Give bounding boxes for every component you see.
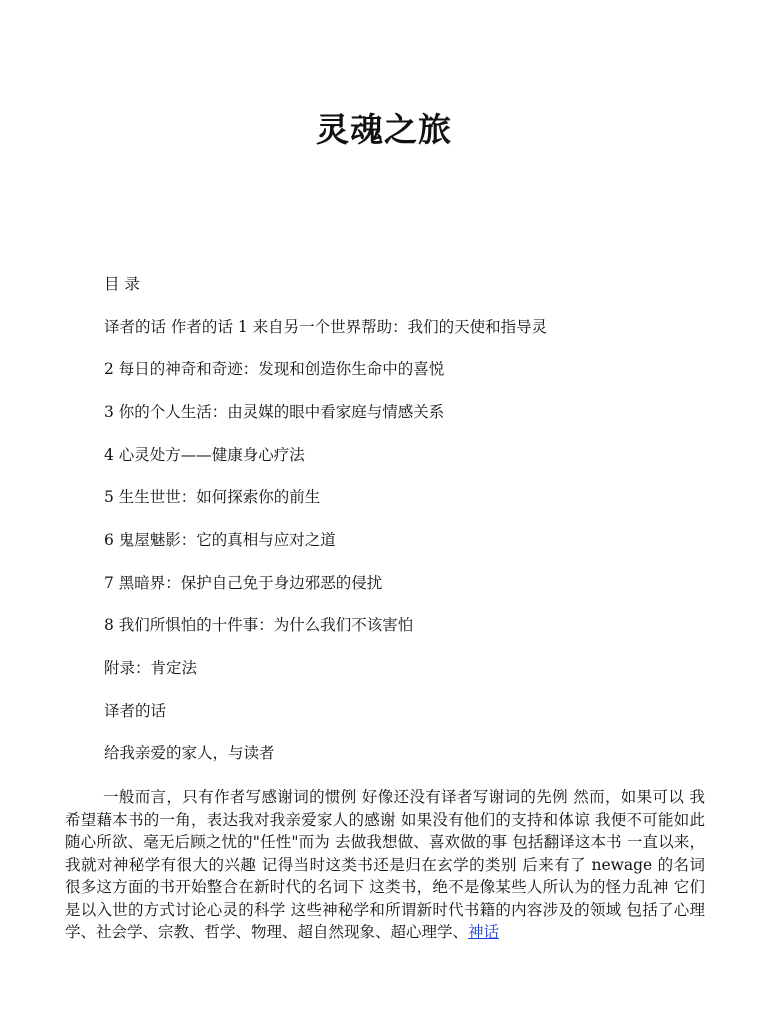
dedication: 给我亲爱的家人，与读者: [104, 744, 275, 762]
body-text: 一般而言，只有作者写感谢词的惯例 好像还没有译者写谢词的先例 然而，如果可以 我希望藉本书的一角，表达我对我亲爱家人的感谢 如果没有他们的支持和体谅 我便不可能如此随心所欲、毫无后顾之忧的"任性"而为 去做我想做、喜欢做的事 包括翻译这本书 一直以来，我就对神秘学有很大的兴趣 记得当时这类书还是归在玄学的类别 后来有了 newage 的名词 很多这方面的书开始整合在新时代的名词下 这类书，绝不是像某些人所认为的怪力乱神 它们是以入世的方式讨论心灵的科学 这些神秘学和所谓新时代书籍的内容涉及的领域 包括了心理学、社会学、宗教、哲学、物理、超自然现象、超心理学、: [65, 788, 705, 941]
toc-entry: 8 我们所惧怕的十件事：为什么我们不该害怕: [104, 616, 414, 634]
toc-entry: 5 生生世世：如何探索你的前生: [104, 488, 321, 506]
toc-entry: 3 你的个人生活：由灵媒的眼中看家庭与情感关系: [104, 403, 445, 421]
toc-entry: 7 黑暗界：保护自己免于身边邪恶的侵扰: [104, 574, 383, 592]
toc-entry: 6 鬼屋魅影：它的真相与应对之道: [104, 531, 336, 549]
page-title: 灵魂之旅: [316, 110, 452, 149]
body-paragraph: [65, 786, 705, 944]
toc-entry: 译者的话 作者的话 1 来自另一个世界帮助：我们的天使和指导灵: [104, 318, 548, 336]
toc-entry: 2 每日的神奇和奇迹：发现和创造你生命中的喜悦: [104, 360, 445, 378]
toc-heading: 目 录: [104, 275, 140, 293]
section-heading: 译者的话: [104, 702, 167, 720]
toc-entry: 附录：肯定法: [104, 659, 198, 677]
toc-entry: 4 心灵处方——健康身心疗法: [104, 446, 305, 464]
myth-link[interactable]: 神话: [468, 923, 500, 941]
